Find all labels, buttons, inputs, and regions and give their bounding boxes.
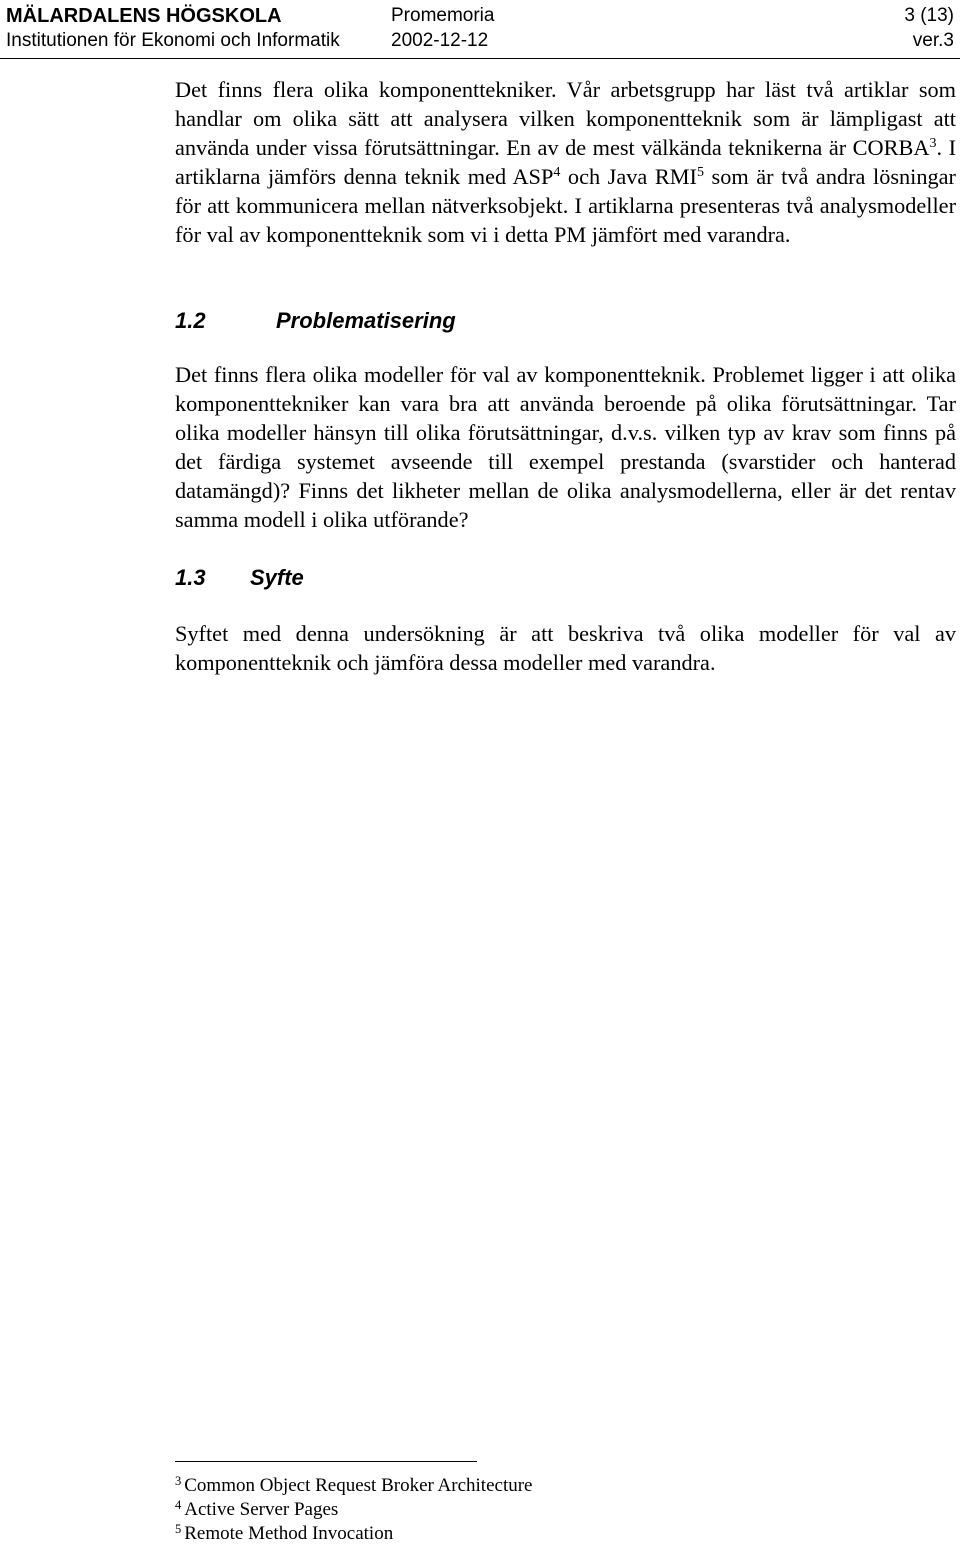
footnote-ref-3: 3 (929, 136, 937, 152)
footnote-number: 3 (175, 1474, 182, 1488)
footnote-4 (175, 1499, 338, 1521)
department-name: Institutionen för Ekonomi och Informatik (6, 30, 340, 51)
intro-paragraph (175, 75, 956, 250)
intro-text-3: och Java RMI (560, 164, 697, 190)
problematisering-paragraph: Det finns flera olika modeller för val av komponentteknik. Problemet ligger i att olika komponenttekniker kan vara bra att använda beroende på olika förutsättningar. Tar olika modeller hänsyn till olika förutsättningar, d.v.s. vilken typ av krav som finns på det färdiga systemet avseende till exempel prestanda (svarstider och hanterad datamängd)? Finns det likheter mellan de olika analysmodellerna, eller är det rentav samma modell i olika utförande? (175, 362, 956, 533)
section-number-problematisering: 1.2 (175, 308, 206, 333)
section-title-syfte: Syfte (250, 565, 304, 590)
page-number: 3 (13) (904, 5, 954, 26)
footnote-number: 5 (175, 1522, 182, 1536)
footnote-ref-4: 4 (553, 165, 561, 181)
section-title-problematisering: Problematisering (276, 308, 456, 333)
footnote-ref-5: 5 (696, 165, 704, 181)
intro-text-1: Det finns flera olika komponenttekniker. Vår arbetsgrupp har läst två artiklar som handlar om olika sätt att analysera vilken komponentteknik som är lämpligast att använda under vissa förutsättningar. En av de mest välkända teknikerna är CORBA (175, 77, 956, 161)
institution-name: MÄLARDALENS HÖGSKOLA (6, 5, 282, 27)
footnote-text: Active Server Pages (184, 1499, 339, 1520)
syfte-paragraph: Syftet med denna undersökning är att beskriva två olika modeller för val av komponentteknik och jämföra dessa modeller med varandra. (175, 621, 956, 676)
intro-text-4: som är två andra lösningar för att kommunicera mellan nätverksobjekt. I artiklarna presenteras två analysmodeller för val av komponentteknik som vi i detta PM jämfört med varandra. (175, 164, 956, 248)
footnote-text: Common Object Request Broker Architecture (184, 1475, 533, 1496)
document-type: Promemoria (391, 5, 495, 26)
header-divider (0, 58, 960, 59)
footnote-3 (175, 1475, 533, 1497)
document-version: ver.3 (912, 30, 954, 51)
intro-text-2: . I artiklarna jämförs denna teknik med ASP (175, 135, 956, 190)
footnote-text: Remote Method Invocation (184, 1523, 394, 1544)
footnote-5 (175, 1523, 393, 1545)
page-header (0, 0, 960, 60)
footnote-separator (175, 1461, 477, 1462)
document-date: 2002-12-12 (391, 30, 489, 51)
section-number-syfte: 1.3 (175, 565, 206, 590)
footnote-number: 4 (175, 1498, 182, 1512)
